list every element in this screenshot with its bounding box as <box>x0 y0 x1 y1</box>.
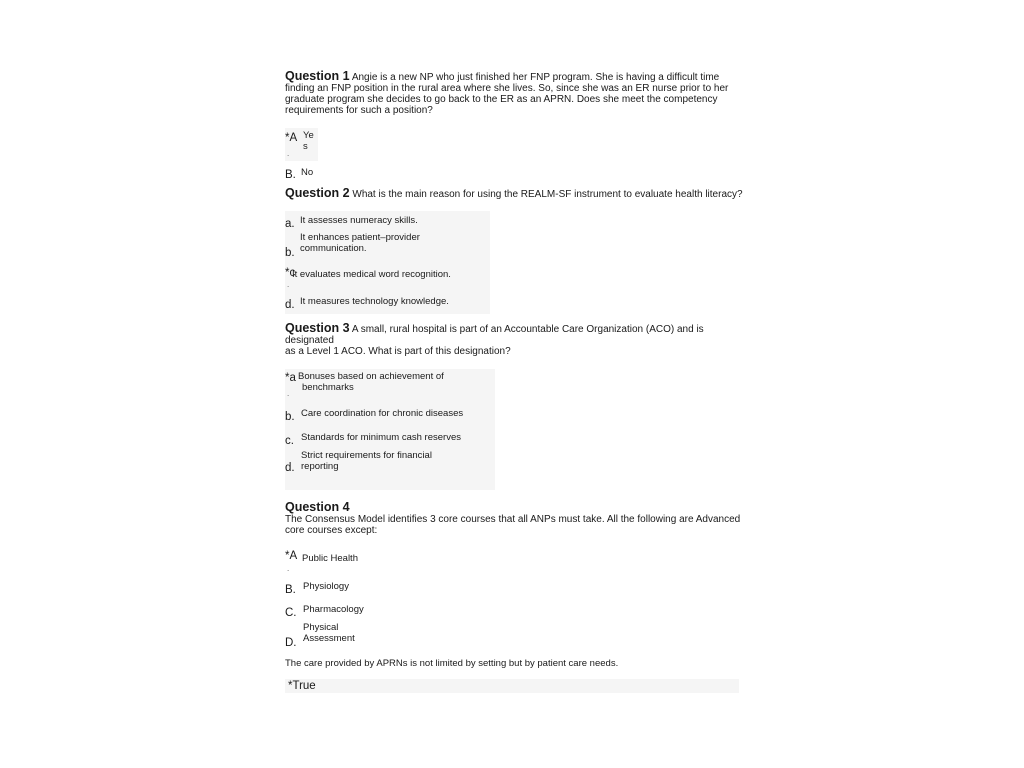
q4-option-a-letter: *A <box>285 550 298 562</box>
q3-option-a-text-1: Bonuses based on achievement of <box>298 371 444 382</box>
question-2-text: What is the main reason for using the REALM-SF instrument to evaluate health literacy? <box>352 189 743 200</box>
question-4-stem <box>285 502 745 536</box>
q1-option-a-text-1: Ye <box>303 130 314 141</box>
question-3-title: Question 3 <box>285 321 350 335</box>
q3-option-a[interactable] <box>285 371 495 399</box>
q4-option-b[interactable] <box>285 581 405 597</box>
q2-option-a[interactable] <box>285 215 490 231</box>
q1-option-a-text-2: s <box>303 141 308 152</box>
q1-option-b-text: No <box>301 167 314 178</box>
question-5-answer: *True <box>288 680 316 692</box>
q3-option-b[interactable] <box>285 408 495 424</box>
q4-option-a[interactable] <box>285 551 405 573</box>
question-4-text: The Consensus Model identifies 3 core courses that all ANPs must take. All the following are Advanced core courses except: <box>285 514 741 536</box>
q2-option-b-text-1: It enhances patient–provider <box>300 232 420 243</box>
q3-option-c[interactable] <box>285 432 495 448</box>
q3-option-a-letter: *a <box>285 372 296 384</box>
q3-option-b-text: Care coordination for chronic diseases <box>301 408 464 419</box>
question-5-text: The care provided by APRNs is not limited by setting but by patient care needs. <box>285 658 619 669</box>
question-4-title: Question 4 <box>285 500 350 514</box>
q4-option-d-text-1: Physical <box>303 622 339 633</box>
q4-option-d-text-2: Assessment <box>303 633 355 644</box>
q3-option-c-text: Standards for minimum cash reserves <box>301 432 461 443</box>
q2-option-c[interactable] <box>285 269 490 291</box>
question-2-title: Question 2 <box>285 186 350 200</box>
question-2-stem <box>285 188 745 200</box>
q3-option-a-dot: . <box>287 389 290 398</box>
q2-option-a-text: It assesses numeracy skills. <box>300 215 418 226</box>
q2-option-b[interactable] <box>285 232 490 260</box>
q2-option-b-letter: b. <box>285 247 295 259</box>
q2-option-c-text: It evaluates medical word recognition. <box>292 269 451 280</box>
q4-option-d[interactable] <box>285 622 405 650</box>
q4-option-a-dot: . <box>287 564 290 573</box>
q1-option-a-letter: *A <box>285 132 298 144</box>
q4-option-d-letter: D. <box>285 637 297 649</box>
q4-option-b-text: Physiology <box>303 581 349 592</box>
q2-option-a-letter: a. <box>285 218 295 230</box>
q1-option-a[interactable] <box>285 130 318 163</box>
question-1-stem <box>285 71 745 116</box>
question-3-text-3: as a Level 1 ACO. What is part of this designation? <box>285 346 511 357</box>
q3-option-d-text-2: reporting <box>301 461 339 472</box>
q4-option-c-text: Pharmacology <box>303 604 364 615</box>
question-3-stem <box>285 323 745 357</box>
q3-option-d-letter: d. <box>285 462 295 474</box>
question-3-text-1: A small, rural hospital is part of an Accountable Care Organization (ACO) and is <box>351 324 704 335</box>
question-3-text-2: designated <box>285 335 334 346</box>
q2-option-c-letter: *c <box>285 267 296 279</box>
q2-option-d[interactable] <box>285 296 490 312</box>
q3-option-d-text-1: Strict requirements for financial <box>301 450 432 461</box>
q2-option-b-text-2: communication. <box>300 243 367 254</box>
q2-option-c-dot: . <box>287 280 290 289</box>
q4-option-b-letter: B. <box>285 584 296 596</box>
q3-option-d[interactable] <box>285 450 495 478</box>
q4-option-a-text: Public Health <box>302 553 358 564</box>
q1-option-b-letter: B. <box>285 169 296 181</box>
question-5-answer-box[interactable] <box>285 679 739 693</box>
q3-option-b-letter: b. <box>285 411 295 423</box>
q1-option-b[interactable] <box>285 167 345 181</box>
q1-option-a-dot: . <box>287 149 290 158</box>
q3-option-a-text-2: benchmarks <box>302 382 354 393</box>
q2-option-d-text: It measures technology knowledge. <box>300 296 449 307</box>
q3-option-c-letter: c. <box>285 435 294 447</box>
question-1-title: Question 1 <box>285 69 350 83</box>
q2-option-d-letter: d. <box>285 299 295 311</box>
question-1-text: Angie is a new NP who just finished her FNP program. She is having a difficult time finding an FNP position in the rural area where she lives. So, since she was an ER nurse prior to her graduate program she decides to go back to the ER as an APRN. Does she meet the competency requirements for such a position? <box>285 72 729 116</box>
q4-option-c-letter: C. <box>285 607 297 619</box>
q4-option-c[interactable] <box>285 604 405 620</box>
